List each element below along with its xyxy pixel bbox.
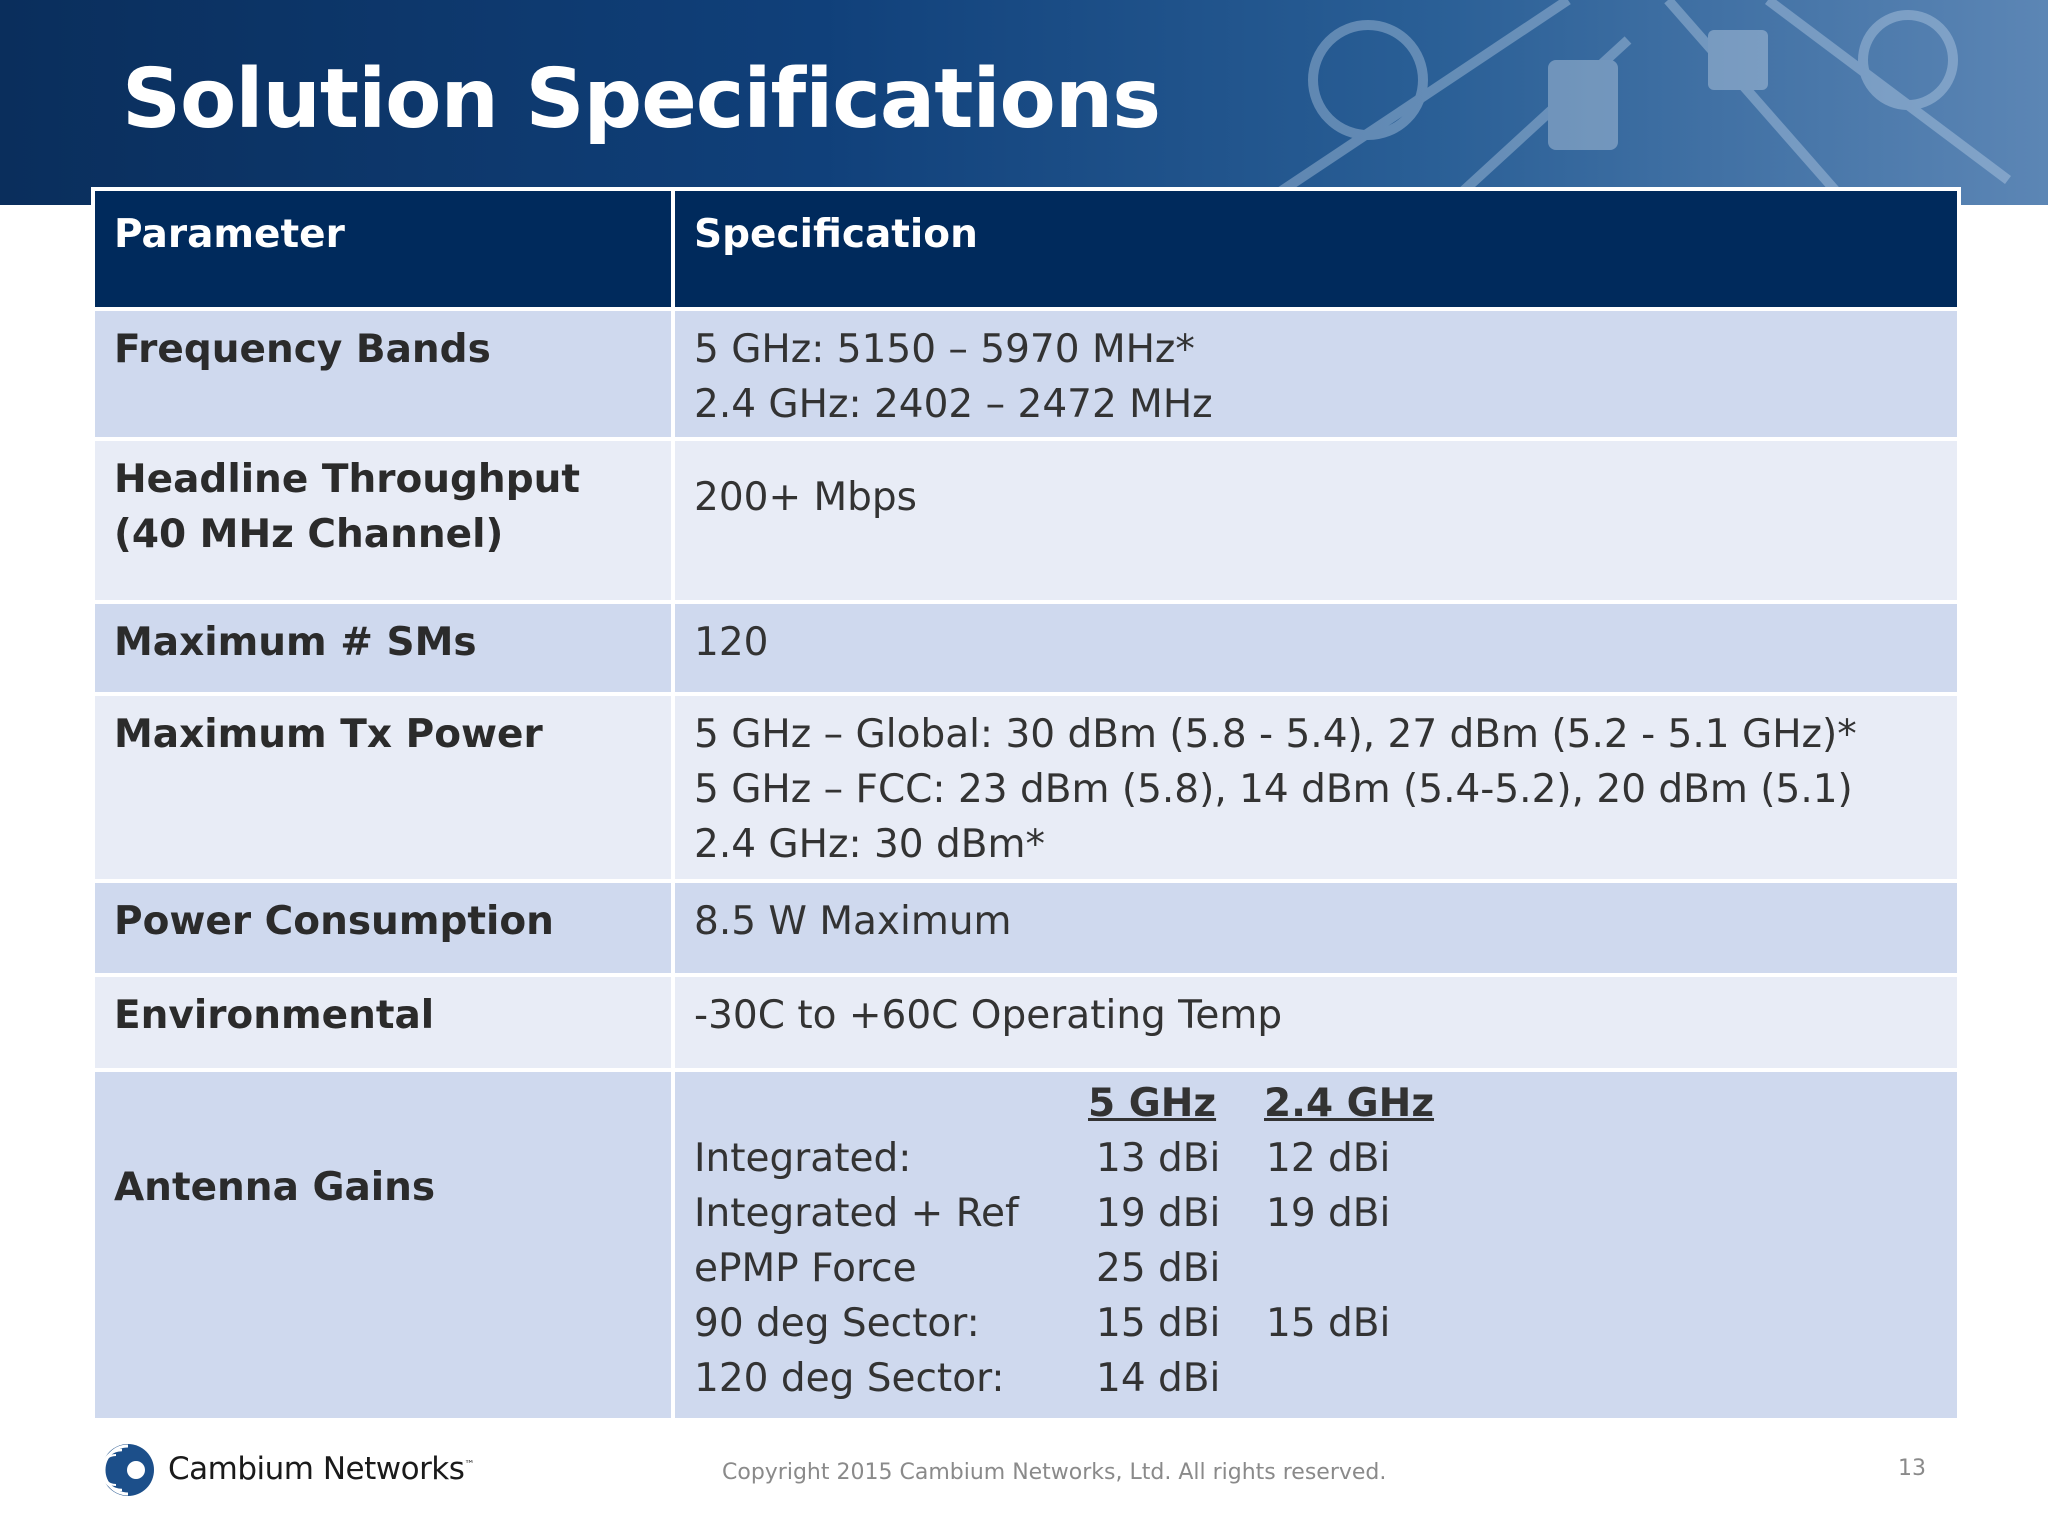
table-row — [93, 309, 1959, 439]
antenna-label: ePMP Force — [694, 1246, 917, 1291]
spec-line: 2.4 GHz: 2402 – 2472 MHz — [694, 382, 1213, 427]
parameter-label: Headline Throughput — [114, 457, 581, 502]
parameter-label: Maximum # SMs — [114, 620, 477, 665]
spec-line: -30C to +60C Operating Temp — [694, 993, 1283, 1038]
gain-header-24ghz: 2.4 GHz — [1264, 1081, 1435, 1126]
specification-cell — [673, 975, 1959, 1070]
header-band — [0, 0, 2048, 205]
cambium-logo — [98, 1440, 474, 1498]
table-row — [93, 975, 1959, 1070]
table-row — [93, 881, 1959, 975]
gain-24ghz — [1258, 1351, 1458, 1406]
parameter-cell — [93, 439, 673, 602]
spec-line: 120 — [694, 620, 769, 665]
specification-cell — [673, 881, 1959, 975]
parameter-cell — [93, 602, 673, 694]
logo-wordmark: Cambium Networks™ — [168, 1451, 474, 1487]
parameter-label: Frequency Bands — [114, 327, 491, 372]
copyright-text: Copyright 2015 Cambium Networks, Ltd. All rights reserved. — [722, 1460, 1387, 1485]
parameter-label: Maximum Tx Power — [114, 712, 543, 757]
gain-5ghz: 19 dBi — [1096, 1191, 1221, 1236]
parameter-label: Antenna Gains — [114, 1165, 436, 1210]
specifications-table — [91, 187, 1961, 1422]
gain-24ghz: 15 dBi — [1266, 1301, 1391, 1346]
gain-5ghz: 15 dBi — [1096, 1301, 1221, 1346]
parameter-label: Power Consumption — [114, 899, 554, 944]
parameter-cell — [93, 975, 673, 1070]
specification-cell — [673, 694, 1959, 881]
parameter-cell — [93, 309, 673, 439]
table-header-row — [93, 189, 1959, 309]
gain-header-5ghz: 5 GHz — [1088, 1081, 1217, 1126]
specification-cell — [673, 602, 1959, 694]
spec-line: 8.5 W Maximum — [694, 899, 1012, 944]
spec-line: 5 GHz: 5150 – 5970 MHz* — [694, 327, 1195, 372]
antenna-label: 120 deg Sector: — [694, 1356, 1005, 1401]
spec-line: 5 GHz – FCC: 23 dBm (5.8), 14 dBm (5.4-5.2), 20 dBm (5.1) — [694, 767, 1853, 812]
spec-line: 5 GHz – Global: 30 dBm (5.8 - 5.4), 27 dBm (5.2 - 5.1 GHz)* — [694, 712, 1857, 757]
gain-24ghz — [1258, 1241, 1458, 1296]
spec-line: 200+ Mbps — [694, 475, 917, 520]
antenna-label: Integrated + Ref — [694, 1191, 1019, 1236]
specification-cell — [673, 309, 1959, 439]
parameter-cell — [93, 881, 673, 975]
spec-line: 2.4 GHz: 30 dBm* — [694, 822, 1045, 867]
antenna-label: Integrated: — [694, 1136, 912, 1181]
gain-5ghz: 13 dBi — [1096, 1136, 1221, 1181]
table-row — [93, 602, 1959, 694]
table-row — [93, 439, 1959, 602]
radio-equipment-photo — [1148, 0, 2048, 205]
parameter-cell — [93, 694, 673, 881]
parameter-label: (40 MHz Channel) — [114, 512, 504, 557]
parameter-cell — [93, 1070, 673, 1420]
column-header-parameter: Parameter — [93, 189, 673, 309]
table-row — [93, 1070, 1959, 1420]
column-header-specification: Specification — [673, 189, 1959, 309]
cambium-swirl-icon — [98, 1440, 156, 1498]
antenna-gains-cell — [673, 1070, 1959, 1420]
table-row — [93, 694, 1959, 881]
antenna-label: 90 deg Sector: — [694, 1301, 980, 1346]
specification-cell — [673, 439, 1959, 602]
antenna-gains-grid — [694, 1076, 1939, 1406]
slide-title: Solution Specifications — [122, 52, 1161, 147]
page-number: 13 — [1898, 1456, 1926, 1481]
gain-5ghz: 25 dBi — [1096, 1246, 1221, 1291]
gain-24ghz: 12 dBi — [1266, 1136, 1391, 1181]
parameter-label: Environmental — [114, 993, 435, 1038]
gain-5ghz: 14 dBi — [1096, 1356, 1221, 1401]
gain-24ghz: 19 dBi — [1266, 1191, 1391, 1236]
